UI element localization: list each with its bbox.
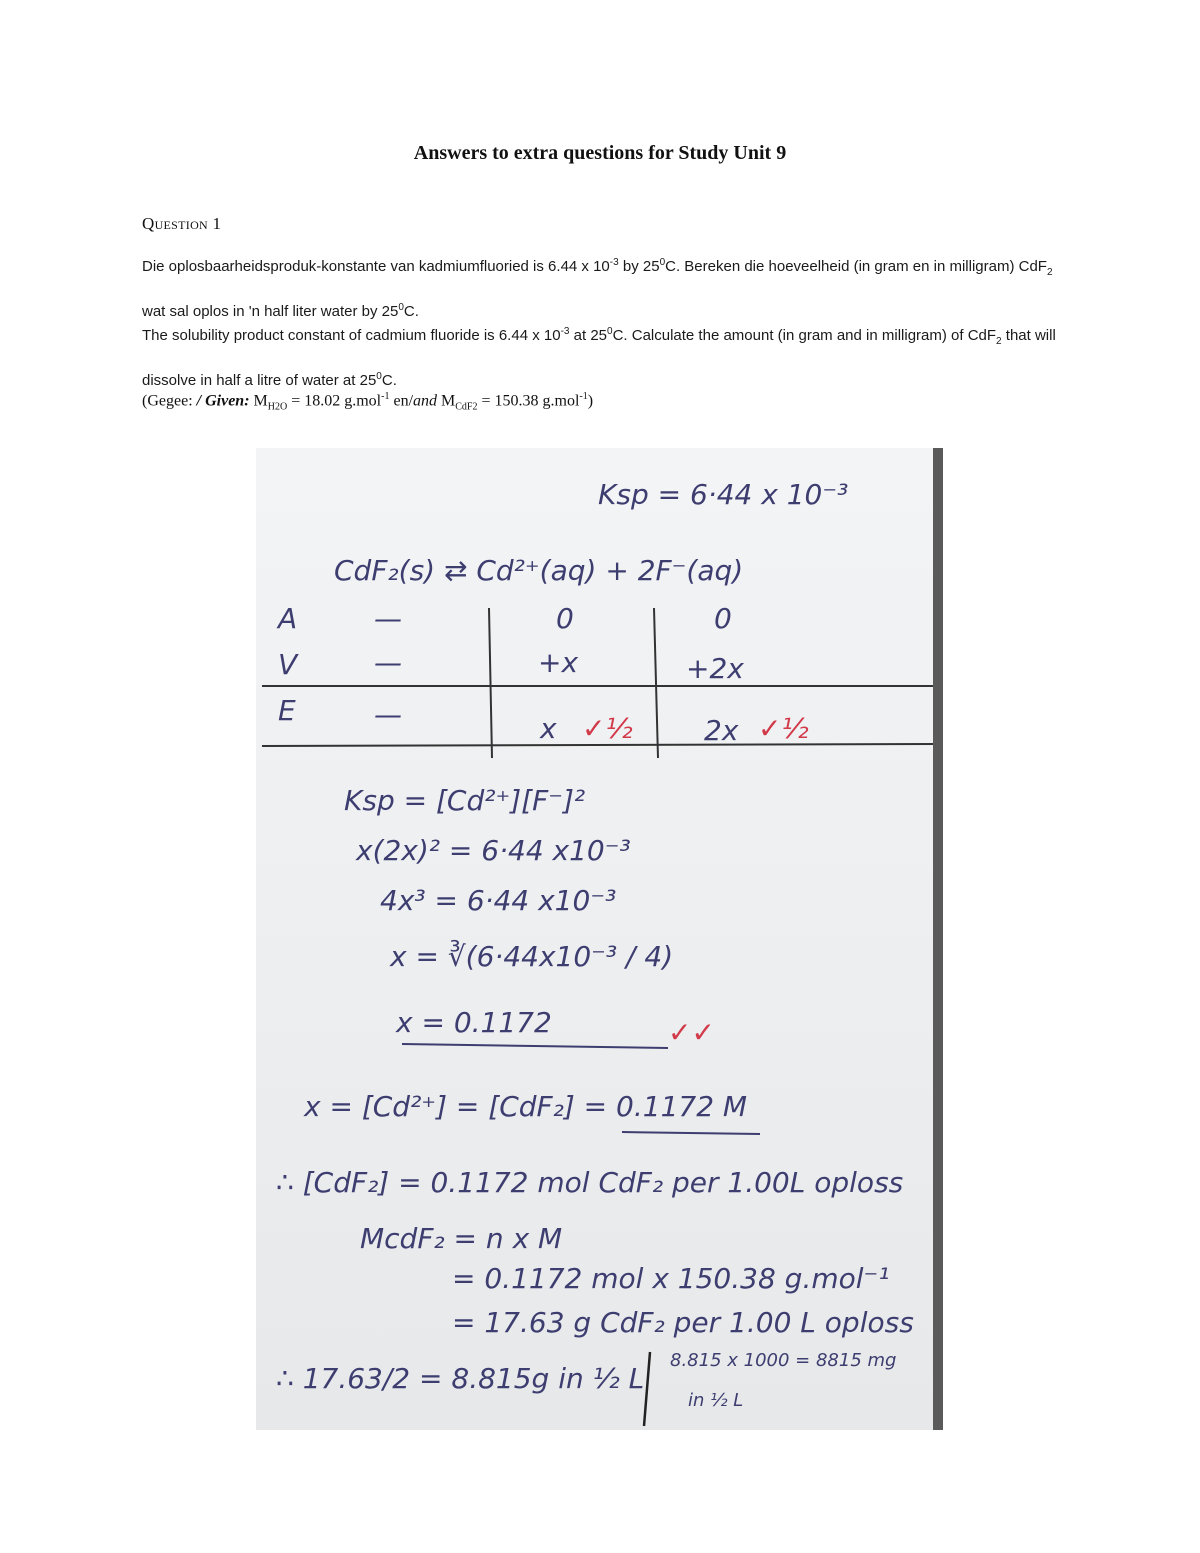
hw-line-4: x = ∛(6·44x10⁻³ / 4): [390, 940, 674, 973]
hw-line-6: x = [Cd²⁺] = [CdF₂] = 0.1172 M: [304, 1090, 748, 1123]
row-v-c1: —: [374, 646, 402, 679]
question-heading: Question 1: [142, 214, 222, 233]
page-title: Answers to extra questions for Study Unit 9: [413, 142, 787, 164]
hw-line-9: = 0.1172 mol x 150.38 g.mol⁻¹: [452, 1262, 890, 1295]
underline-2: [622, 1132, 760, 1134]
hw-line-8: McdF₂ = n x M: [360, 1222, 563, 1255]
hw-equation: CdF₂(s) ⇄ Cd²⁺(aq) + 2F⁻(aq): [334, 554, 744, 587]
row-e-c1: —: [374, 698, 402, 731]
photo-edge: [933, 448, 943, 1430]
row-e-mark-1: ✓½: [582, 712, 633, 745]
hw-line-12: 8.815 x 1000 = 8815 mg: [670, 1350, 897, 1371]
row-a-label: A: [278, 602, 298, 635]
hw-line-2: x(2x)² = 6·44 x10⁻³: [356, 834, 631, 867]
row-v-c2: +x: [538, 646, 579, 679]
hw-ksp-top: Ksp = 6·44 x 10⁻³: [598, 478, 849, 511]
ice-table: [262, 602, 938, 758]
hw-checkmarks: ✓✓: [668, 1016, 715, 1049]
divider-line: [644, 1352, 650, 1426]
hw-line-13: in ½ L: [688, 1390, 744, 1411]
row-v-c3: +2x: [686, 652, 744, 685]
row-e-c2: x: [540, 712, 557, 745]
row-a-c3: 0: [714, 602, 732, 635]
underline-1: [402, 1044, 668, 1048]
hw-line-10: = 17.63 g CdF₂ per 1.00 L oploss: [452, 1306, 914, 1339]
hw-line-5: x = 0.1172: [396, 1006, 552, 1039]
row-e-c3: 2x: [704, 714, 739, 747]
hw-line-11: ∴ 17.63/2 = 8.815g in ½ L: [276, 1362, 645, 1395]
hw-line-1: Ksp = [Cd²⁺][F⁻]²: [344, 784, 586, 817]
hw-line-3: 4x³ = 6·44 x10⁻³: [380, 884, 617, 917]
row-v-label: V: [278, 648, 298, 681]
hw-line-7: ∴ [CdF₂] = 0.1172 mol CdF₂ per 1.00L oploss: [276, 1166, 904, 1199]
question-english: The solubility product constant of cadmium fluoride is 6.44 x $10^{-3}$ at $25^0C$. Calculate the amount (in gram and in milligram) of CdF$_2$ that will dissolve in half a litre of water at $25^0C$.: [142, 326, 1056, 389]
question-afrikaans: Die oplosbaarheidsproduk-konstante van kadmiumfluoried is 6.44 x $10^{-3}$ by $25^0C$. Bereken die hoeveelheid (in gram en in milligram) CdF$_2$ wat sal oplos in 'n half liter water by $25^0C$.: [142, 257, 1053, 320]
given-values: (Gegee: / Given: $M_{H2O} = 18.02$ g.mol$^{-1}$ en/and $M_{CdF2} = 150.38$ g.mol$^{-1}$): [142, 391, 594, 413]
row-a-c2: 0: [556, 602, 574, 635]
handwritten-solution-photo: [256, 448, 943, 1430]
handwritten-solution: [256, 448, 943, 1430]
row-a-c1: —: [374, 602, 402, 635]
row-e-label: E: [278, 694, 296, 727]
row-e-mark-2: ✓½: [758, 712, 809, 745]
